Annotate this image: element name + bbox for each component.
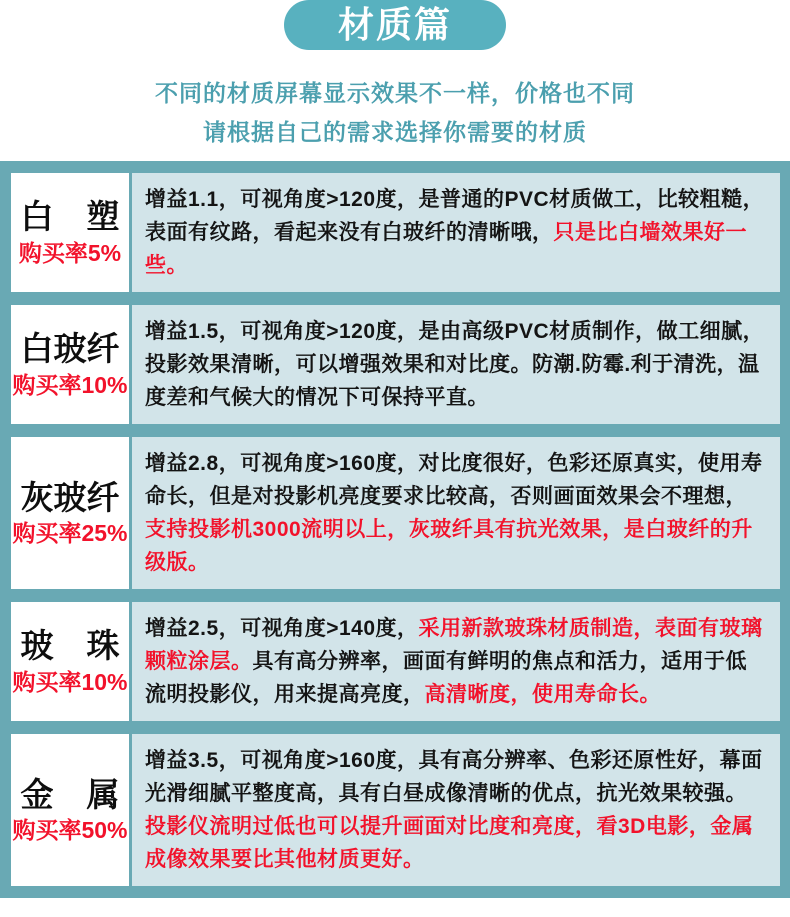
description-run-black: 增益2.8，可视角度>160度，对比度很好，色彩还原真实，使用寿命长，但是对投影机亮度要求比较高，否则画面效果会不理想，: [145, 452, 763, 508]
description-run-red: 高清晰度，使用寿命长。: [424, 683, 661, 706]
material-description-box: [132, 173, 780, 292]
material-label-box: [11, 734, 129, 886]
description-run-red: 投影仪流明过低也可以提升画面对比度和亮度，看3D电影，金属成像效果要比其他材质更好。: [145, 815, 754, 871]
material-row: [11, 734, 780, 886]
material-description-box: [132, 602, 780, 721]
material-row: [11, 305, 780, 424]
purchase-rate: 购买率50%: [12, 817, 128, 843]
material-description: [145, 183, 767, 282]
material-row: [11, 602, 780, 721]
subtitle: [0, 74, 790, 152]
purchase-rate: 购买率5%: [18, 239, 122, 266]
description-run-black: 增益3.5，可视角度>160度，具有高分辨率、色彩还原性好，幕面光滑细腻平整度高，具有白昼成像清晰的优点，抗光效果较强。: [145, 749, 763, 805]
material-description-box: [132, 437, 780, 589]
material-description: [145, 447, 767, 579]
subtitle-line-2: 请根据自己的需求选择你需要的材质: [203, 119, 587, 145]
material-name: 玻 珠: [20, 627, 120, 665]
description-run-black: 增益2.5，可视角度>140度，: [145, 617, 419, 640]
purchase-rate: 购买率10%: [12, 371, 128, 398]
purchase-rate: 购买率10%: [12, 668, 128, 695]
subtitle-line-1: 不同的材质屏幕显示效果不一样，价格也不同: [155, 80, 635, 106]
material-label-box: [11, 437, 129, 589]
material-row: [11, 437, 780, 589]
material-name: 灰玻纤: [20, 478, 120, 516]
description-run-black: 具有高分辨率，画面有鲜明的焦点和活力，适用于低流明投影仪，用来提高亮度，: [145, 650, 747, 706]
material-description: [145, 744, 767, 876]
material-description-box: [132, 734, 780, 886]
material-name: 金 属: [20, 775, 120, 813]
material-row: [11, 173, 780, 292]
material-name: 白玻纤: [20, 330, 120, 368]
description-run-black: 增益1.1，可视角度>120度，是普通的PVC材质做工，比较粗糙，表面有纹路，看起来没有白玻纤的清晰哦，: [145, 188, 765, 244]
description-run-red: 支持投影机3000流明以上，灰玻纤具有抗光效果，是白玻纤的升级版。: [145, 518, 753, 574]
section-badge: 材质篇: [284, 0, 506, 50]
description-run-black: 增益1.5，可视角度>120度，是由高级PVC材质制作，做工细腻，投影效果清晰，可以增强效果和对比度。防潮.防霉.利于清洗，温度差和气候大的情况下可保持平直。: [145, 320, 765, 409]
material-name: 白 塑: [20, 198, 120, 236]
description-run-red: 采用新款玻珠材质制造，表面有玻璃颗粒涂层。: [145, 617, 763, 673]
description-run-red: 只是比白墙效果好一些。: [145, 221, 747, 277]
header: [0, 0, 790, 152]
material-description-box: [132, 305, 780, 424]
material-label-box: [11, 173, 129, 292]
material-description: [145, 612, 767, 711]
material-description: [145, 315, 767, 414]
purchase-rate: 购买率25%: [12, 520, 128, 546]
material-label-box: [11, 602, 129, 721]
material-label-box: [11, 305, 129, 424]
materials-panel: [0, 161, 790, 898]
